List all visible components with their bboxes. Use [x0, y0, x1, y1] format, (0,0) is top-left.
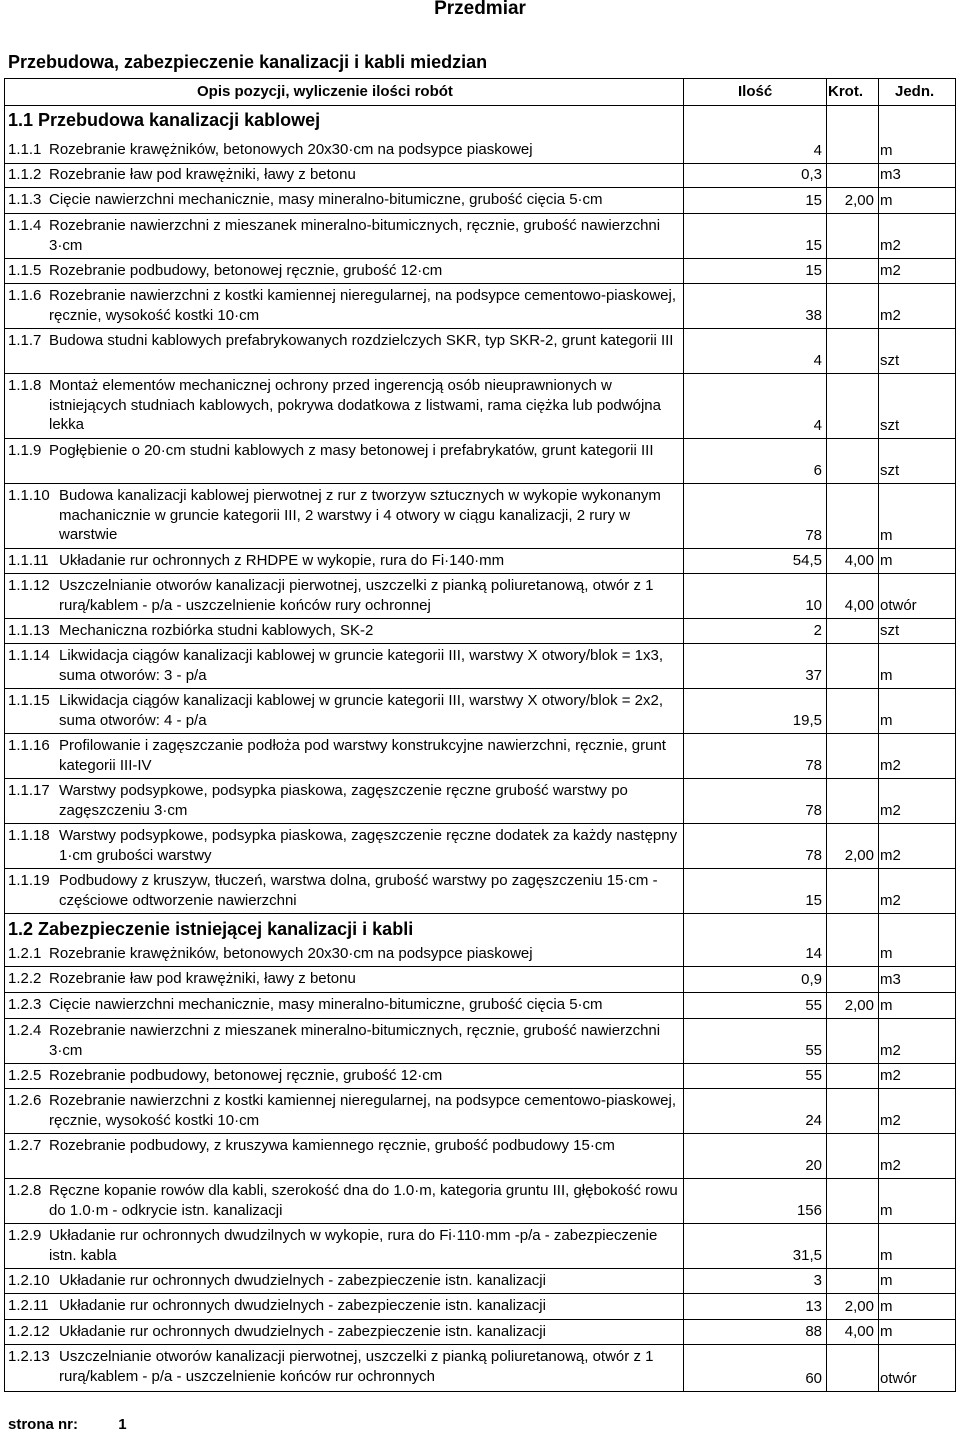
table-row [4, 549, 956, 574]
position-unit: m [880, 944, 893, 962]
position-description: Pogłębienie o 20·cm studni kablowych z masy betonowej i prefabrykatów, grunt kategorii III [49, 442, 654, 459]
position-number: 1.2.8 [8, 1182, 42, 1199]
position-number: 1.1.9 [8, 442, 42, 459]
position-unit: m [880, 666, 893, 684]
table-row [4, 1019, 956, 1064]
position-unit: m [880, 711, 893, 729]
position-multiplier: 2,00 [844, 846, 874, 864]
position-unit: szt [880, 461, 900, 479]
page-footer [8, 1416, 127, 1433]
position-description: Rozebranie podbudowy, betonowej ręcznie, grubość 12·cm [49, 262, 443, 279]
position-description: Rozebranie krawężników, betonowych 20x30·cm na podsypce piaskowej [49, 141, 533, 158]
table-row [4, 993, 956, 1019]
table-row [4, 1345, 956, 1392]
position-quantity: 55 [805, 996, 822, 1014]
position-quantity: 4 [813, 141, 822, 159]
position-description: Rozebranie podbudowy, betonowej ręcznie, grubość 12·cm [49, 1067, 443, 1084]
position-description: Likwidacja ciągów kanalizacji kablowej w gruncie kategorii III, warstwy X otwory/blok = 1x3, suma otworów: 3 - p/a [59, 647, 664, 684]
table-row [4, 329, 956, 374]
table-row [4, 188, 956, 214]
table-header [4, 78, 956, 106]
position-quantity: 78 [805, 801, 822, 819]
table-row [4, 374, 956, 439]
position-number: 1.1.13 [8, 622, 50, 639]
position-description: Budowa kanalizacji kablowej pierwotnej z rur z tworzyw sztucznych w wykopie wykonanym machanicznie w gruncie kategorii III, 2 warstwy i 4 otwory w ciągu kanalizacji, 2 rury w warstwie [59, 487, 661, 543]
position-quantity: 0,3 [801, 165, 822, 183]
position-quantity: 15 [805, 261, 822, 279]
position-quantity: 55 [805, 1041, 822, 1059]
position-unit: m3 [880, 165, 901, 183]
table-row [4, 1320, 956, 1345]
table-row [4, 869, 956, 914]
header-unit: Jedn. [895, 83, 935, 100]
position-description: Układanie rur ochronnych z RHDPE w wykopie, rura do Fi·140·mm [59, 552, 505, 569]
position-number: 1.2.12 [8, 1323, 50, 1340]
position-quantity: 78 [805, 526, 822, 544]
position-description: Rozebranie ław pod krawężniki, ławy z betonu [49, 166, 356, 183]
project-title: Przebudowa, zabezpieczenie kanalizacji i kabli miedzian [8, 52, 488, 72]
position-quantity: 31,5 [792, 1246, 822, 1264]
position-unit: m2 [880, 891, 901, 909]
position-multiplier: 2,00 [844, 1297, 874, 1315]
section-title: 1.1 Przebudowa kanalizacji kablowej [8, 110, 321, 130]
position-quantity: 4 [813, 351, 822, 369]
position-unit: m2 [880, 1111, 901, 1129]
position-unit: m [880, 1322, 893, 1340]
position-unit: m [880, 141, 893, 159]
table-row [4, 824, 956, 869]
position-unit: szt [880, 416, 900, 434]
position-description: Podbudowy z kruszyw, tłuczeń, warstwa dolna, grubość warstwy po zagęszczeniu 15·cm - częściowe odtworzenie nawierzchni [59, 872, 658, 909]
position-number: 1.2.1 [8, 945, 42, 962]
table-row [4, 1224, 956, 1269]
position-quantity: 78 [805, 846, 822, 864]
position-quantity: 15 [805, 891, 822, 909]
column-divider [878, 78, 879, 1392]
position-quantity: 0,9 [801, 970, 822, 988]
table-row [4, 689, 956, 734]
page-number-label: strona nr: [8, 1416, 79, 1433]
position-description: Warstwy podsypkowe, podsypka piaskowa, zagęszczenie ręczne grubość warstwy po zagęszczeniu 3·cm [59, 782, 628, 819]
position-unit: m [880, 1271, 893, 1289]
table-row [4, 214, 956, 259]
table-row [4, 163, 956, 188]
position-quantity: 20 [805, 1156, 822, 1174]
position-unit: m2 [880, 1041, 901, 1059]
position-quantity: 55 [805, 1066, 822, 1084]
position-unit: szt [880, 351, 900, 369]
position-quantity: 6 [813, 461, 822, 479]
position-number: 1.1.15 [8, 692, 50, 709]
position-number: 1.1.17 [8, 782, 50, 799]
position-number: 1.1.19 [8, 872, 50, 889]
position-description: Uszczelnianie otworów kanalizacji pierwotnej, uszczelki z pianką poliuretanową, otwór z 1 rurą/kablem - p/a - uszczelnienie końców rur ochronnych [59, 1348, 654, 1385]
header-quantity: Ilość [738, 83, 773, 100]
position-number: 1.2.6 [8, 1092, 42, 1109]
position-description: Rozebranie nawierzchni z mieszanek mineralno-bitumicznych, ręcznie, grubość nawierzchni 3·cm [49, 1022, 661, 1059]
position-quantity: 24 [805, 1111, 822, 1129]
position-description: Mechaniczna rozbiórka studni kablowych, SK-2 [59, 622, 374, 639]
table-row [4, 619, 956, 644]
position-description: Warstwy podsypkowe, podsypka piaskowa, zagęszczenie ręczne dodatek za każdy następny 1·cm grubości warstwy [59, 827, 678, 864]
page-number: 1 [118, 1416, 127, 1433]
position-multiplier: 4,00 [844, 1322, 874, 1340]
table-row [4, 1179, 956, 1224]
position-quantity: 38 [805, 306, 822, 324]
position-number: 1.2.9 [8, 1227, 42, 1244]
position-number: 1.1.3 [8, 191, 42, 208]
table-row [4, 1294, 956, 1320]
position-quantity: 3 [813, 1271, 822, 1289]
position-quantity: 13 [805, 1297, 822, 1315]
position-quantity: 37 [805, 666, 822, 684]
position-number: 1.1.16 [8, 737, 50, 754]
position-description: Montaż elementów mechanicznej ochrony przed ingerencją osób nieuprawnionych w istniejących studniach kablowych, pokrywa dodatkowa z listwami, rama ciężka lub podwójna lekka [49, 377, 661, 433]
position-unit: otwór [880, 1369, 917, 1387]
position-quantity: 14 [805, 944, 822, 962]
position-unit: m2 [880, 261, 901, 279]
position-number: 1.1.14 [8, 647, 50, 664]
position-unit: m2 [880, 846, 901, 864]
position-description: Rozebranie nawierzchni z kostki kamiennej nieregularnej, na podsypce cementowo-piaskowej, ręcznie, wysokość kostki 10·cm [49, 287, 676, 324]
table-row [4, 284, 956, 329]
position-number: 1.2.4 [8, 1022, 42, 1039]
position-quantity: 54,5 [792, 551, 822, 569]
table-row [4, 484, 956, 549]
position-multiplier: 2,00 [844, 996, 874, 1014]
position-unit: otwór [880, 596, 917, 614]
header-description: Opis pozycji, wyliczenie ilości robót [197, 83, 453, 100]
position-quantity: 4 [813, 416, 822, 434]
position-number: 1.1.7 [8, 332, 42, 349]
position-description: Profilowanie i zagęszczanie podłoża pod warstwy konstrukcyjne nawierzchni, ręcznie, grunt kategorii III-IV [59, 737, 666, 774]
table-row [4, 1134, 956, 1179]
position-description: Układanie rur ochronnych dwudzielnych - zabezpieczenie istn. kanalizacji [59, 1323, 546, 1340]
position-number: 1.2.2 [8, 970, 42, 987]
position-description: Rozebranie nawierzchni z mieszanek mineralno-bitumicznych, ręcznie, grubość nawierzchni 3·cm [49, 217, 661, 254]
position-multiplier: 2,00 [844, 191, 874, 209]
position-description: Ręczne kopanie rowów dla kabli, szerokość dna do 1.0·m, kategoria gruntu III, głębokość rowu do 1.0·m - odkrycie istn. kanalizacji [49, 1182, 678, 1219]
position-quantity: 10 [805, 596, 822, 614]
position-unit: m [880, 526, 893, 544]
position-description: Rozebranie podbudowy, z kruszywa kamiennego ręcznie, grubość podbudowy 15·cm [49, 1137, 615, 1154]
table-row [4, 942, 956, 967]
position-unit: m [880, 1297, 893, 1315]
position-unit: m3 [880, 970, 901, 988]
table-row [4, 779, 956, 824]
position-unit: m2 [880, 236, 901, 254]
position-unit: m2 [880, 306, 901, 324]
position-number: 1.2.3 [8, 996, 42, 1013]
position-number: 1.1.11 [8, 552, 49, 569]
position-number: 1.1.8 [8, 377, 42, 394]
position-number: 1.2.7 [8, 1137, 42, 1154]
position-quantity: 88 [805, 1322, 822, 1340]
table-row [4, 1269, 956, 1294]
position-number: 1.1.5 [8, 262, 42, 279]
position-unit: m [880, 551, 893, 569]
position-description: Układanie rur ochronnych dwudzilnych w wykopie, rura do Fi·110·mm -p/a - zabezpieczenie istn. kabla [49, 1227, 658, 1264]
position-unit: m [880, 996, 893, 1014]
table-row [4, 574, 956, 619]
column-divider [683, 78, 684, 1392]
table-row [4, 967, 956, 993]
position-description: Rozebranie ław pod krawężniki, ławy z betonu [49, 970, 356, 987]
table-row [4, 734, 956, 779]
position-number: 1.1.1 [8, 141, 42, 158]
position-quantity: 2 [813, 621, 822, 639]
position-number: 1.1.2 [8, 166, 42, 183]
position-number: 1.1.12 [8, 577, 50, 594]
position-quantity: 15 [805, 236, 822, 254]
position-unit: szt [880, 621, 900, 639]
table-row [4, 259, 956, 284]
position-unit: m2 [880, 1156, 901, 1174]
table-row [4, 138, 956, 164]
table-row [4, 1064, 956, 1089]
position-description: Likwidacja ciągów kanalizacji kablowej w gruncie kategorii III, warstwy X otwory/blok = 2x2, suma otworów: 4 - p/a [59, 692, 664, 729]
position-description: Cięcie nawierzchni mechanicznie, masy mineralno-bitumiczne, grubość cięcia 5·cm [49, 191, 603, 208]
position-unit: m [880, 1246, 893, 1264]
position-number: 1.1.6 [8, 287, 42, 304]
position-number: 1.1.18 [8, 827, 50, 844]
position-description: Uszczelnianie otworów kanalizacji pierwotnej, uszczelki z pianką poliuretanową, otwór z 1 rurą/kablem - p/a - uszczelnienie końców rury ochronnej [59, 577, 654, 614]
position-multiplier: 4,00 [844, 551, 874, 569]
position-unit: m2 [880, 801, 901, 819]
position-description: Układanie rur ochronnych dwudzielnych - zabezpieczenie istn. kanalizacji [59, 1297, 546, 1314]
position-quantity: 19,5 [792, 711, 822, 729]
position-quantity: 15 [805, 191, 822, 209]
table-row [4, 1089, 956, 1134]
position-unit: m2 [880, 756, 901, 774]
column-divider [826, 78, 827, 1392]
position-description: Rozebranie nawierzchni z kostki kamiennej nieregularnej, na podsypce cementowo-piaskowej, ręcznie, wysokość kostki 10·cm [49, 1092, 676, 1129]
position-quantity: 78 [805, 756, 822, 774]
position-number: 1.1.4 [8, 217, 42, 234]
position-unit: m2 [880, 1066, 901, 1084]
position-number: 1.2.11 [8, 1297, 49, 1314]
position-number: 1.2.13 [8, 1348, 50, 1365]
page-title: Przedmiar [434, 0, 526, 19]
position-description: Rozebranie krawężników, betonowych 20x30·cm na podsypce piaskowej [49, 945, 533, 962]
position-number: 1.2.5 [8, 1067, 42, 1084]
position-unit: m [880, 191, 893, 209]
position-number: 1.2.10 [8, 1272, 50, 1289]
position-unit: m [880, 1201, 893, 1219]
position-number: 1.1.10 [8, 487, 50, 504]
position-quantity: 156 [796, 1201, 822, 1219]
position-description: Układanie rur ochronnych dwudzielnych - zabezpieczenie istn. kanalizacji [59, 1272, 546, 1289]
section-title: 1.2 Zabezpieczenie istniejącej kanalizacji i kabli [8, 919, 414, 939]
header-multiplier: Krot. [828, 83, 863, 100]
table-row [4, 439, 956, 484]
position-description: Cięcie nawierzchni mechanicznie, masy mineralno-bitumiczne, grubość cięcia 5·cm [49, 996, 603, 1013]
table-row [4, 644, 956, 689]
position-quantity: 60 [805, 1369, 822, 1387]
position-multiplier: 4,00 [844, 596, 874, 614]
position-description: Budowa studni kablowych prefabrykowanych rozdzielczych SKR, typ SKR-2, grunt kategorii III [49, 332, 674, 349]
